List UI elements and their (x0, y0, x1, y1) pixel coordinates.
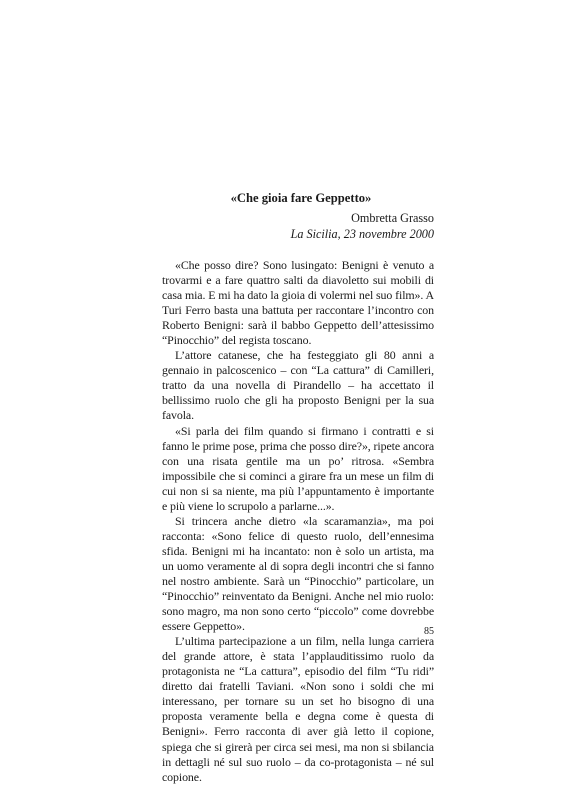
article-title: «Che gioia fare Geppetto» (230, 191, 372, 205)
paragraph: L’ultima partecipazione a un film, nella lunga carriera del grande attore, è stata l’applauditissimo ruolo da protagonista ne “La cattura”, episodio del film “Tu ridi” diretto dai fratelli Taviani. «Non sono i soldi che mi interessano, per tornare su un set ho bisogno di una proposta veramente bella e degna come è questa di Benigni». Ferro racconta di aver già letto il copione, spiega che si girerà per circa sei mesi, ma non si sbilancia in dettagli né sul suo ruolo – da co-protagonista – né sul copione. (162, 634, 434, 784)
article-source: La Sicilia, 23 novembre 2000 (290, 227, 434, 241)
page-number: 85 (424, 626, 434, 637)
article-author: Ombretta Grasso (351, 211, 434, 225)
paragraph: «Si parla dei film quando si firmano i contratti e si fanno le prime pose, prima che posso dire?», ripete ancora con una risata gentile ma un po’ ritrosa. «Sembra impossibile che si cominci a girare fra un mese un film di cui non si sa niente, ma più l’appuntamento è importante e più viene lo scrupolo a parlarne...». (162, 423, 434, 513)
article-body (162, 258, 434, 785)
paragraph: Si trincera anche dietro «la scaramanzia», ma poi racconta: «Sono felice di questo ruolo, dell’ennesima sfida. Benigni mi ha incantato: non è solo un artista, ma un uomo veramente al di sopra degli incontri che si fanno nel nostro ambiente. Sarà un “Pinocchio” particolare, un “Pinocchio” reinventato da Benigni. Anche nel mio ruolo: sono magro, ma non sono certo “piccolo” come dovrebbe essere Geppetto». (162, 513, 434, 634)
paragraph: «Che posso dire? Sono lusingato: Benigni è venuto a trovarmi e a fare quattro salti da diavoletto sui mobili di casa mia. E mi ha dato la gioia di volermi nel suo film». A Turi Ferro basta una battuta per raccontare l’incontro con Roberto Benigni: sarà il babbo Geppetto dell’attesissimo “Pinocchio” del regista toscano. (162, 258, 434, 348)
paragraph: L’attore catanese, che ha festeggiato gli 80 anni a gennaio in palcoscenico – con “La cattura” di Camilleri, tratto da una novella di Pirandello – ha accettato il bellissimo ruolo che gli ha proposto Benigni per la sua favola. (162, 348, 434, 423)
